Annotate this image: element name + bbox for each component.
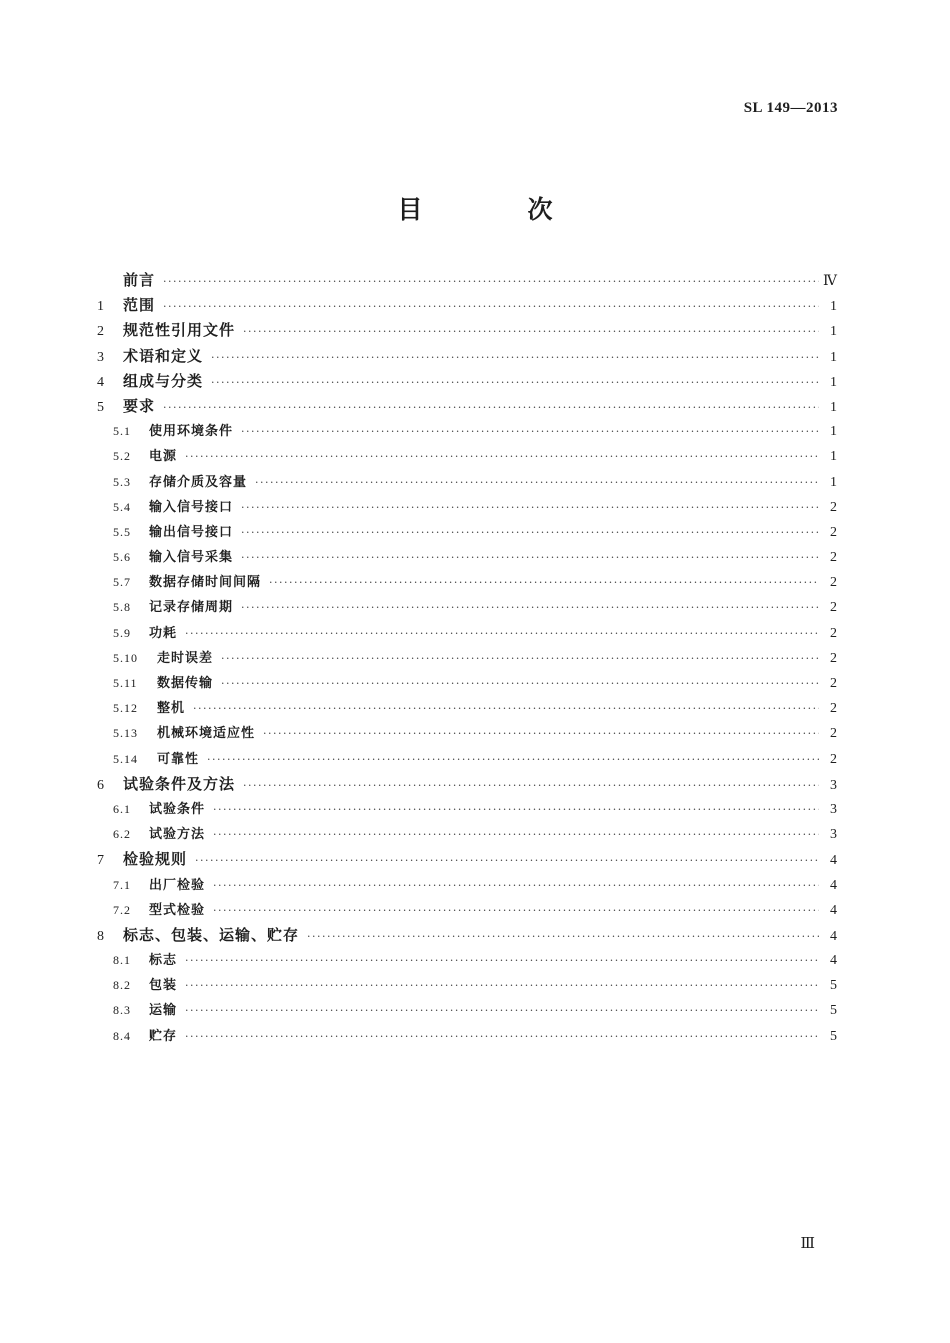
- toc-entry-page: 1: [830, 424, 837, 440]
- toc-entry-page: 2: [830, 751, 837, 767]
- toc-dot-leader: [243, 773, 819, 798]
- toc-entry-number: 6.1: [113, 801, 131, 816]
- toc-dot-leader: [163, 294, 819, 319]
- toc-entry-number: 5: [97, 399, 104, 415]
- page-number: Ⅲ: [800, 1236, 815, 1252]
- toc-entry-title: 试验条件及方法: [123, 774, 236, 793]
- toc-entry-number: 2: [97, 324, 104, 340]
- toc-entry-title: 前言: [123, 271, 156, 289]
- toc-entry-number: 8: [97, 928, 104, 944]
- toc-entry[interactable]: [97, 898, 837, 923]
- toc-entry-page: 3: [830, 777, 837, 793]
- toc-entry-title: 走时误差: [157, 650, 214, 666]
- toc-entry-page: 4: [830, 877, 837, 893]
- toc-entry-page: 3: [830, 827, 837, 843]
- toc-entry[interactable]: [97, 621, 837, 646]
- toc-dot-leader: [185, 1024, 819, 1049]
- toc-entry[interactable]: [97, 797, 837, 822]
- toc-dot-leader: [163, 269, 819, 294]
- toc-dot-leader: [193, 696, 819, 721]
- toc-entry-page: 5: [830, 978, 837, 994]
- toc-dot-leader: [269, 570, 819, 595]
- toc-entry-title: 输入信号接口: [149, 499, 234, 515]
- toc-dot-leader: [185, 948, 819, 973]
- toc-entry-title: 运输: [149, 1003, 178, 1019]
- toc-dot-leader: [207, 747, 819, 772]
- toc-entry-number: 7: [97, 853, 104, 869]
- toc-entry[interactable]: [97, 293, 837, 318]
- toc-entry-number: 5.1: [113, 424, 131, 439]
- toc-entry-number: 8.4: [113, 1028, 131, 1043]
- toc-dot-leader: [241, 520, 819, 545]
- toc-dot-leader: [221, 646, 819, 671]
- toc-entry[interactable]: [97, 721, 837, 746]
- toc-entry-page: 2: [830, 676, 837, 691]
- toc-entry[interactable]: [97, 948, 837, 973]
- toc-dot-leader: [211, 370, 819, 395]
- toc-entry[interactable]: [97, 545, 837, 570]
- toc-entry-page: 2: [830, 499, 837, 515]
- toc-entry[interactable]: [97, 394, 837, 419]
- toc-entry-title: 可靠性: [157, 751, 200, 767]
- toc-entry-title: 电源: [149, 449, 178, 465]
- toc-entry-number: 7.2: [113, 902, 131, 917]
- toc-entry-page: 4: [830, 953, 837, 969]
- toc-entry[interactable]: [97, 998, 837, 1023]
- toc-entry-title: 贮存: [149, 1028, 178, 1044]
- toc-entry-page: 1: [830, 349, 837, 365]
- toc-entry-title: 出厂检验: [149, 877, 206, 893]
- toc-entry-page: Ⅳ: [823, 274, 837, 289]
- toc-entry[interactable]: [97, 419, 837, 444]
- toc-entry-title: 检验规则: [123, 850, 188, 869]
- toc-dot-leader: [213, 898, 819, 923]
- toc-dot-leader: [241, 419, 819, 444]
- toc-entry-number: 8.1: [113, 953, 131, 968]
- toc-entry-page: 3: [830, 801, 837, 817]
- toc-entry-title: 要求: [123, 396, 156, 415]
- toc-dot-leader: [185, 998, 819, 1023]
- toc-entry-page: 4: [830, 928, 837, 944]
- toc-entry[interactable]: [97, 772, 837, 797]
- toc-dot-leader: [241, 595, 819, 620]
- toc-entry-number: 5.14: [113, 751, 138, 766]
- toc-entry-page: 1: [830, 324, 837, 340]
- toc-entry[interactable]: [97, 646, 837, 671]
- toc-entry[interactable]: [97, 470, 837, 495]
- toc-entry-page: 4: [830, 902, 837, 918]
- toc-dot-leader: [185, 621, 819, 646]
- toc-entry-number: 5.11: [113, 676, 138, 690]
- toc-entry-title: 使用环境条件: [149, 424, 234, 440]
- toc-entry[interactable]: [97, 369, 837, 394]
- toc-entry-page: 1: [830, 474, 837, 490]
- toc-entry-title: 功耗: [149, 625, 178, 641]
- toc-entry-title: 输入信号采集: [149, 550, 234, 566]
- toc-entry-title: 数据存储时间间隔: [149, 575, 262, 591]
- toc-entry[interactable]: [97, 520, 837, 545]
- toc-dot-leader: [213, 822, 819, 847]
- toc-entry-number: 1: [97, 299, 104, 315]
- toc-entry[interactable]: [97, 495, 837, 520]
- toc-entry-title: 组成与分类: [123, 371, 204, 390]
- toc-entry-number: 7.1: [113, 877, 131, 892]
- toc-entry-page: 5: [830, 1028, 837, 1044]
- toc-entry[interactable]: [97, 973, 837, 998]
- toc-entry-page: 5: [830, 1003, 837, 1019]
- toc-entry-title: 整机: [157, 701, 186, 717]
- toc-entry-page: 4: [830, 853, 837, 869]
- toc-entry-number: 6.2: [113, 827, 131, 842]
- toc-entry-page: 2: [830, 600, 837, 616]
- table-of-contents: [97, 268, 837, 1049]
- toc-dot-leader: [221, 671, 819, 696]
- toc-entry[interactable]: [97, 747, 837, 772]
- toc-entry[interactable]: [97, 847, 837, 872]
- toc-entry-title: 输出信号接口: [149, 524, 234, 540]
- toc-entry-number: 8.2: [113, 978, 131, 993]
- toc-entry-title: 术语和定义: [123, 346, 204, 365]
- toc-entry-number: 5.6: [113, 550, 131, 565]
- toc-entry[interactable]: [97, 444, 837, 469]
- toc-entry-title: 试验条件: [149, 801, 206, 817]
- toc-entry-number: 5.12: [113, 701, 138, 716]
- toc-entry-number: 5.10: [113, 650, 138, 665]
- toc-entry-page: 2: [830, 625, 837, 641]
- toc-dot-leader: [243, 319, 819, 344]
- toc-dot-leader: [185, 444, 819, 469]
- toc-entry-number: 6: [97, 777, 104, 793]
- toc-entry-title: 标志: [149, 953, 178, 969]
- toc-entry-title: 范围: [123, 296, 156, 315]
- toc-entry[interactable]: [97, 696, 837, 721]
- toc-entry-number: 8.3: [113, 1003, 131, 1018]
- toc-entry-number: 5.9: [113, 625, 131, 640]
- toc-entry-title: 包装: [149, 978, 178, 994]
- toc-entry-page: 2: [830, 650, 837, 666]
- toc-entry-number: 5.7: [113, 575, 131, 590]
- toc-dot-leader: [241, 495, 819, 520]
- toc-entry-page: 1: [830, 374, 837, 390]
- toc-entry-page: 2: [830, 726, 837, 742]
- toc-entry-title: 存储介质及容量: [149, 474, 248, 490]
- toc-entry-title: 型式检验: [149, 902, 206, 918]
- toc-dot-leader: [241, 545, 819, 570]
- toc-entry[interactable]: [97, 873, 837, 898]
- toc-entry-title: 试验方法: [149, 827, 206, 843]
- toc-entry[interactable]: [97, 344, 837, 369]
- toc-entry[interactable]: [97, 671, 837, 696]
- toc-entry-title: 数据传输: [157, 676, 214, 691]
- toc-entry[interactable]: [97, 923, 837, 948]
- toc-entry-title: 记录存储周期: [149, 600, 234, 616]
- toc-entry-title: 标志、包装、运输、贮存: [123, 925, 300, 944]
- toc-dot-leader: [213, 873, 819, 898]
- toc-entry-number: 3: [97, 349, 104, 365]
- toc-entry-number: 5.3: [113, 474, 131, 489]
- toc-entry-page: 1: [830, 449, 837, 465]
- toc-entry-title: 规范性引用文件: [123, 321, 236, 340]
- standard-code: SL 149—2013: [743, 100, 838, 116]
- toc-dot-leader: [211, 345, 819, 370]
- toc-entry-page: 1: [830, 299, 837, 315]
- toc-entry[interactable]: [97, 822, 837, 847]
- toc-entry[interactable]: [97, 595, 837, 620]
- toc-entry[interactable]: [97, 570, 837, 595]
- toc-entry[interactable]: [97, 1024, 837, 1049]
- toc-entry-page: 2: [830, 524, 837, 540]
- page-title: 目 次: [397, 195, 593, 224]
- toc-dot-leader: [185, 973, 819, 998]
- toc-entry[interactable]: [97, 268, 837, 293]
- toc-entry-page: 2: [830, 701, 837, 717]
- toc-entry-number: 5.2: [113, 449, 131, 464]
- toc-dot-leader: [213, 797, 819, 822]
- toc-dot-leader: [163, 395, 819, 420]
- toc-entry-number: 5.8: [113, 600, 131, 615]
- toc-entry-title: 机械环境适应性: [157, 726, 256, 742]
- toc-entry-number: 5.5: [113, 524, 131, 539]
- toc-dot-leader: [195, 848, 819, 873]
- toc-entry-number: 5.13: [113, 726, 138, 741]
- toc-entry-page: 2: [830, 550, 837, 566]
- toc-dot-leader: [307, 924, 819, 949]
- toc-entry-page: 1: [830, 399, 837, 415]
- toc-entry-page: 2: [830, 575, 837, 591]
- toc-entry[interactable]: [97, 318, 837, 343]
- toc-entry-number: 4: [97, 374, 104, 390]
- toc-dot-leader: [263, 721, 819, 746]
- toc-dot-leader: [255, 470, 819, 495]
- toc-entry-number: 5.4: [113, 499, 131, 514]
